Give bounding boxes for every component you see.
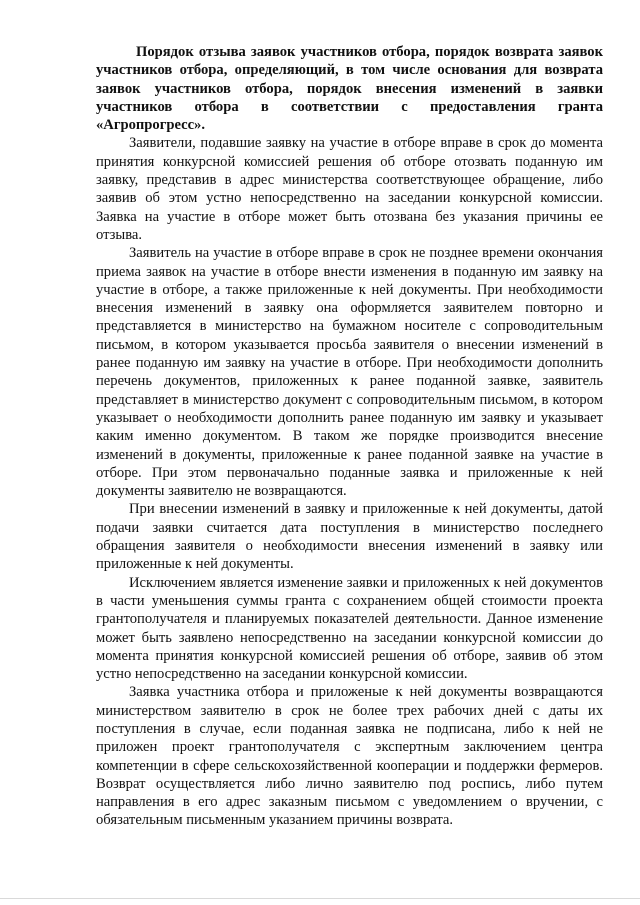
paragraph-withdrawal: Заявители, подавшие заявку на участие в отборе вправе в срок до момента принятия конкурсной комиссией решения об отборе отозвать поданную им заявку, представив в адрес министерства соответствующее обращение, либо заявив об этом устно непосредственно на заседании конкурсной комиссии. Заявка на участие в отборе может быть отозвана без указания причины ее отзыва.: [96, 135, 603, 243]
paragraph-return: Заявка участника отбора и приложеные к ней документы возвращаются министерством заявителю в срок не более трех рабочих дней с даты их поступления в случае, если поданная заявка не подписана, либо к ней не приложен проект грантополучателя с экспертным заключением центра компетенции в сфере сельскохозяйственной кооперации и поддержки фермеров. Возврат осуществляется либо лично заявителю под роспись, либо путем направления в его адрес заказным письмом с уведомлением о вручении, с обязательным письменным указанием причины возврата.: [96, 684, 603, 829]
document-page: [96, 43, 603, 830]
page-bottom-edge: [0, 898, 640, 899]
paragraph-submission-date: При внесении изменений в заявку и приложенные к ней документы, датой подачи заявки считается дата поступления в министерство последнего обращения заявителя о необходимости внесения изменений в заявку или приложенные к ней документы.: [96, 501, 603, 573]
paragraph-exception: Исключением является изменение заявки и приложенных к ней документов в части уменьшения суммы гранта с сохранением общей стоимости проекта грантополучателя и планируемых показателей деятельности. Данное изменение может быть заявлено непосредственно на заседании конкурсной комиссии до момента принятия конкурсной комиссией решения об отборе, заявив об этом устно непосредственно на заседании конкурсной комиссии.: [96, 574, 603, 683]
paragraph-changes: Заявитель на участие в отборе вправе в срок не позднее времени окончания приема заявок на участие в отборе внести изменения в поданную им заявку на участие в отборе, а также приложенные к ней документы. При необходимости внесения изменений в заявку она оформляется заявителем повторно и представляется в министерство на бумажном носителе с сопроводительным письмом, в котором указывается просьба заявителя о внесении изменений в ранее поданную им заявку на участие в отборе. При необходимости дополнить перечень документов, приложенных к ранее поданной заявке, заявитель представляет в министерство документ с сопроводительным письмом, в котором указывает о необходимости дополнить ранее поданную им заявку и указывает каким именно документом. В таком же порядке производится внесение изменений в документы, приложенные к ранее поданной заявке на участие в отборе. При этом первоначально поданные заявка и приложенные к ней документы заявителю не возвращаются.: [96, 245, 603, 500]
document-title: Порядок отзыва заявок участников отбора, порядок возврата заявок участников отбора, определяющий, в том числе основания для возврата заявок участников отбора, порядок внесения изменений в заявки участников отбора в соответствии с предоставления гранта «Агропрогресс».: [96, 44, 603, 134]
